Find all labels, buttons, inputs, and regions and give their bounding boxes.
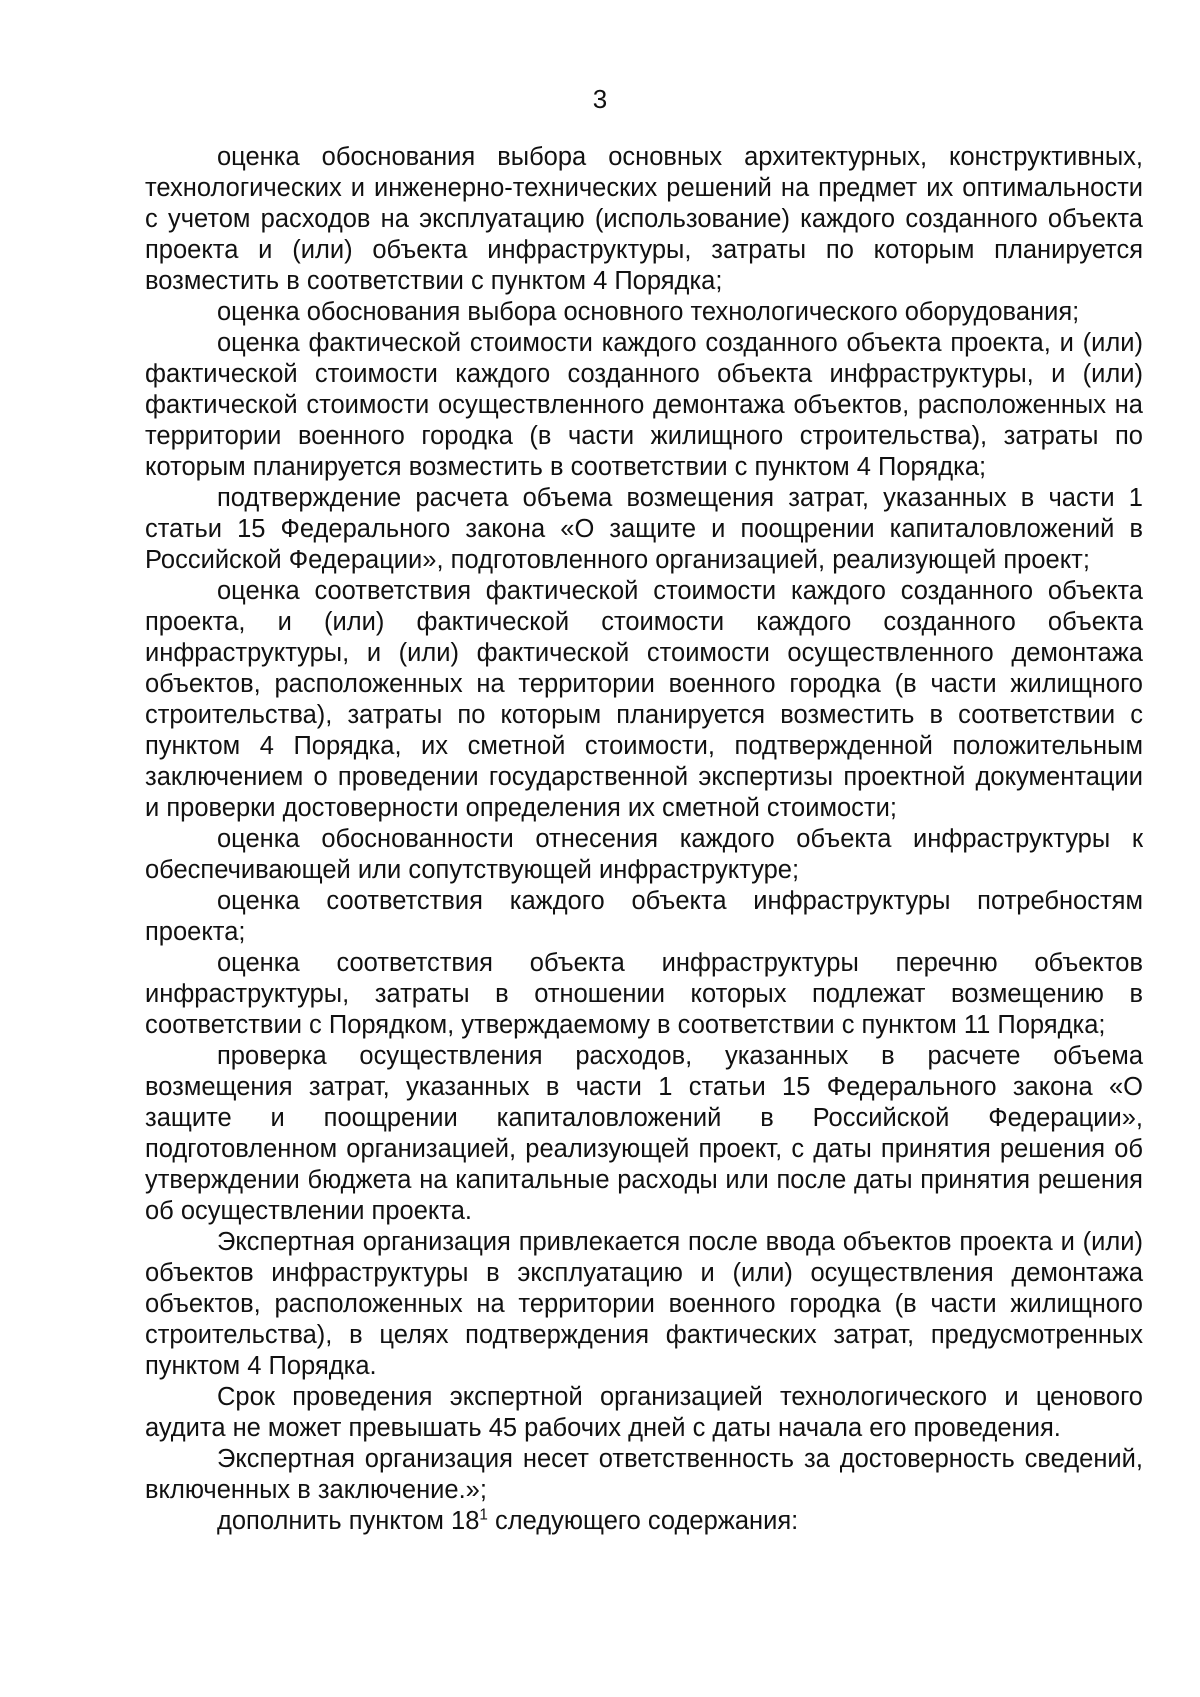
paragraph-7: оценка соответствия каждого объекта инфраструктуры потребностям проекта; bbox=[145, 887, 1143, 946]
paragraph-13 bbox=[145, 1506, 1143, 1537]
paragraph-1: оценка обоснования выбора основных архитектурных, конструктивных, технологических и инженерно-технических решений на предмет их оптимальности с учетом расходов на эксплуатацию (использование) каждого созданного объекта проекта и (или) объекта инфраструктуры, затраты по которым планируется возместить в соответствии с пунктом 4 Порядка; bbox=[145, 143, 1143, 295]
paragraph-4: подтверждение расчета объема возмещения затрат, указанных в части 1 статьи 15 Федерального закона «О защите и поощрении капиталовложений в Российской Федерации», подготовленного организацией, реализующей проект; bbox=[145, 484, 1143, 574]
paragraph-12: Экспертная организация несет ответственность за достоверность сведений, включенных в заключение.»; bbox=[145, 1445, 1143, 1504]
paragraph-13-superscript: 1 bbox=[479, 1506, 488, 1524]
paragraph-5: оценка соответствия фактической стоимости каждого созданного объекта проекта, и (или) фактической стоимости каждого созданного объекта инфраструктуры, и (или) фактической стоимости осуществленного демонтажа объектов, расположенных на территории военного городка (в части жилищного строительства), затраты по которым планируется возместить в соответствии с пунктом 4 Порядка, их сметной стоимости, подтвержденной положительным заключением о проведении государственной экспертизы проектной документации и проверки достоверности определения их сметной стоимости; bbox=[145, 577, 1143, 822]
paragraph-8: оценка соответствия объекта инфраструктуры перечню объектов инфраструктуры, затраты в отношении которых подлежат возмещению в соответствии с Порядком, утверждаемому в соответствии с пунктом 11 Порядка; bbox=[145, 949, 1143, 1039]
document-body bbox=[145, 142, 1143, 1537]
paragraph-3: оценка фактической стоимости каждого созданного объекта проекта, и (или) фактической стоимости каждого созданного объекта инфраструктуры, и (или) фактической стоимости осуществленного демонтажа объектов, расположенных на территории военного городка (в части жилищного строительства), затраты по которым планируется возместить в соответствии с пунктом 4 Порядка; bbox=[145, 329, 1143, 481]
paragraph-10: Экспертная организация привлекается после ввода объектов проекта и (или) объектов инфраструктуры в эксплуатацию и (или) осуществления демонтажа объектов, расположенных на территории военного городка (в части жилищного строительства), в целях подтверждения фактических затрат, предусмотренных пунктом 4 Порядка. bbox=[145, 1228, 1143, 1380]
paragraph-9: проверка осуществления расходов, указанных в расчете объема возмещения затрат, указанных в части 1 статьи 15 Федерального закона «О защите и поощрении капиталовложений в Российской Федерации», подготовленном организацией, реализующей проект, с даты принятия решения об утверждении бюджета на капитальные расходы или после даты принятия решения об осуществлении проекта. bbox=[145, 1042, 1143, 1225]
paragraph-11: Срок проведения экспертной организацией технологического и ценового аудита не может превышать 45 рабочих дней с даты начала его проведения. bbox=[145, 1383, 1143, 1442]
paragraph-13-tail: следующего содержания: bbox=[487, 1507, 799, 1535]
paragraph-2: оценка обоснования выбора основного технологического оборудования; bbox=[217, 298, 1080, 326]
page-number: 3 bbox=[592, 84, 608, 114]
paragraph-13-text: дополнить пунктом 18 bbox=[217, 1507, 480, 1535]
paragraph-6: оценка обоснованности отнесения каждого объекта инфраструктуры к обеспечивающей или сопутствующей инфраструктуре; bbox=[145, 825, 1143, 884]
